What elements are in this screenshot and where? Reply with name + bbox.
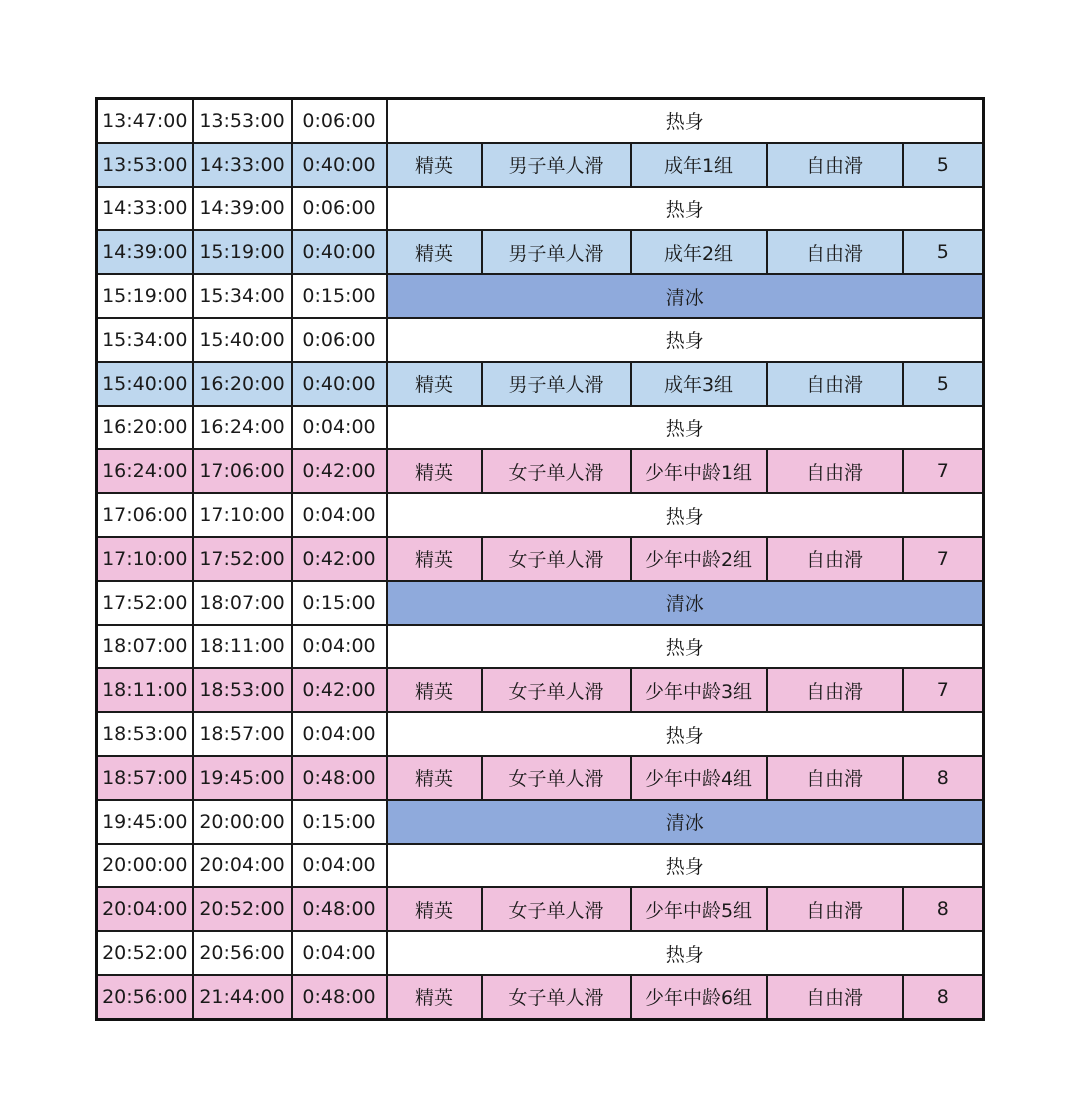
start-time-cell: 20:56:00 <box>97 975 193 1019</box>
ice-clean-label-cell: 清冰 <box>387 581 984 625</box>
end-time-cell: 14:33:00 <box>193 143 292 187</box>
duration-cell: 0:42:00 <box>292 449 387 493</box>
end-time-cell: 13:53:00 <box>193 99 292 143</box>
group-cell: 少年中龄1组 <box>631 449 767 493</box>
start-time-cell: 16:20:00 <box>97 406 193 450</box>
start-time-cell: 18:57:00 <box>97 756 193 800</box>
event-cell: 女子单人滑 <box>482 887 631 931</box>
duration-cell: 0:04:00 <box>292 844 387 888</box>
ice-clean-row <box>97 274 984 318</box>
group-cell: 成年3组 <box>631 362 767 406</box>
start-time-cell: 14:39:00 <box>97 230 193 274</box>
event-cell: 女子单人滑 <box>482 975 631 1019</box>
warmup-label-cell: 热身 <box>387 187 984 231</box>
segment-cell: 自由滑 <box>767 230 903 274</box>
end-time-cell: 17:52:00 <box>193 537 292 581</box>
event-row <box>97 537 984 581</box>
group-cell: 少年中龄2组 <box>631 537 767 581</box>
event-cell: 女子单人滑 <box>482 756 631 800</box>
warmup-row <box>97 406 984 450</box>
start-time-cell: 18:11:00 <box>97 668 193 712</box>
end-time-cell: 16:24:00 <box>193 406 292 450</box>
ice-clean-label-cell: 清冰 <box>387 800 984 844</box>
end-time-cell: 19:45:00 <box>193 756 292 800</box>
duration-cell: 0:15:00 <box>292 581 387 625</box>
end-time-cell: 20:52:00 <box>193 887 292 931</box>
start-time-cell: 15:34:00 <box>97 318 193 362</box>
end-time-cell: 20:04:00 <box>193 844 292 888</box>
warmup-row <box>97 712 984 756</box>
event-row <box>97 449 984 493</box>
event-cell: 男子单人滑 <box>482 230 631 274</box>
event-row <box>97 756 984 800</box>
start-time-cell: 17:06:00 <box>97 493 193 537</box>
duration-cell: 0:40:00 <box>292 143 387 187</box>
start-time-cell: 17:10:00 <box>97 537 193 581</box>
end-time-cell: 15:19:00 <box>193 230 292 274</box>
warmup-label-cell: 热身 <box>387 99 984 143</box>
level-cell: 精英 <box>387 537 482 581</box>
warmup-label-cell: 热身 <box>387 493 984 537</box>
segment-cell: 自由滑 <box>767 362 903 406</box>
level-cell: 精英 <box>387 143 482 187</box>
segment-cell: 自由滑 <box>767 668 903 712</box>
event-row <box>97 362 984 406</box>
end-time-cell: 17:10:00 <box>193 493 292 537</box>
ice-clean-row <box>97 581 984 625</box>
duration-cell: 0:40:00 <box>292 362 387 406</box>
warmup-row <box>97 99 984 143</box>
level-cell: 精英 <box>387 230 482 274</box>
segment-cell: 自由滑 <box>767 756 903 800</box>
skater-count-cell: 7 <box>903 449 984 493</box>
duration-cell: 0:48:00 <box>292 975 387 1019</box>
group-cell: 成年1组 <box>631 143 767 187</box>
warmup-row <box>97 625 984 669</box>
duration-cell: 0:04:00 <box>292 931 387 975</box>
competition-schedule-table <box>95 97 985 1021</box>
start-time-cell: 13:47:00 <box>97 99 193 143</box>
level-cell: 精英 <box>387 756 482 800</box>
end-time-cell: 14:39:00 <box>193 187 292 231</box>
warmup-label-cell: 热身 <box>387 625 984 669</box>
group-cell: 少年中龄3组 <box>631 668 767 712</box>
duration-cell: 0:06:00 <box>292 99 387 143</box>
warmup-row <box>97 187 984 231</box>
start-time-cell: 15:19:00 <box>97 274 193 318</box>
duration-cell: 0:42:00 <box>292 668 387 712</box>
end-time-cell: 18:53:00 <box>193 668 292 712</box>
start-time-cell: 18:53:00 <box>97 712 193 756</box>
duration-cell: 0:06:00 <box>292 187 387 231</box>
start-time-cell: 15:40:00 <box>97 362 193 406</box>
duration-cell: 0:04:00 <box>292 625 387 669</box>
segment-cell: 自由滑 <box>767 975 903 1019</box>
warmup-label-cell: 热身 <box>387 844 984 888</box>
ice-clean-row <box>97 800 984 844</box>
event-row <box>97 887 984 931</box>
end-time-cell: 15:34:00 <box>193 274 292 318</box>
start-time-cell: 16:24:00 <box>97 449 193 493</box>
end-time-cell: 15:40:00 <box>193 318 292 362</box>
group-cell: 少年中龄6组 <box>631 975 767 1019</box>
skater-count-cell: 5 <box>903 230 984 274</box>
level-cell: 精英 <box>387 668 482 712</box>
warmup-row <box>97 493 984 537</box>
event-cell: 女子单人滑 <box>482 449 631 493</box>
warmup-label-cell: 热身 <box>387 318 984 362</box>
warmup-row <box>97 844 984 888</box>
warmup-row <box>97 931 984 975</box>
duration-cell: 0:06:00 <box>292 318 387 362</box>
skater-count-cell: 8 <box>903 975 984 1019</box>
warmup-row <box>97 318 984 362</box>
start-time-cell: 14:33:00 <box>97 187 193 231</box>
start-time-cell: 20:00:00 <box>97 844 193 888</box>
start-time-cell: 17:52:00 <box>97 581 193 625</box>
end-time-cell: 21:44:00 <box>193 975 292 1019</box>
skater-count-cell: 7 <box>903 537 984 581</box>
end-time-cell: 18:07:00 <box>193 581 292 625</box>
level-cell: 精英 <box>387 887 482 931</box>
schedule-body <box>97 99 984 1020</box>
event-row <box>97 230 984 274</box>
event-row <box>97 975 984 1019</box>
start-time-cell: 18:07:00 <box>97 625 193 669</box>
duration-cell: 0:04:00 <box>292 712 387 756</box>
start-time-cell: 20:04:00 <box>97 887 193 931</box>
group-cell: 成年2组 <box>631 230 767 274</box>
warmup-label-cell: 热身 <box>387 931 984 975</box>
duration-cell: 0:42:00 <box>292 537 387 581</box>
end-time-cell: 16:20:00 <box>193 362 292 406</box>
end-time-cell: 18:11:00 <box>193 625 292 669</box>
skater-count-cell: 5 <box>903 362 984 406</box>
duration-cell: 0:04:00 <box>292 406 387 450</box>
event-cell: 女子单人滑 <box>482 668 631 712</box>
skater-count-cell: 5 <box>903 143 984 187</box>
duration-cell: 0:40:00 <box>292 230 387 274</box>
duration-cell: 0:48:00 <box>292 887 387 931</box>
segment-cell: 自由滑 <box>767 143 903 187</box>
warmup-label-cell: 热身 <box>387 712 984 756</box>
level-cell: 精英 <box>387 362 482 406</box>
segment-cell: 自由滑 <box>767 537 903 581</box>
duration-cell: 0:15:00 <box>292 274 387 318</box>
event-cell: 女子单人滑 <box>482 537 631 581</box>
start-time-cell: 20:52:00 <box>97 931 193 975</box>
start-time-cell: 13:53:00 <box>97 143 193 187</box>
event-row <box>97 143 984 187</box>
end-time-cell: 17:06:00 <box>193 449 292 493</box>
end-time-cell: 20:00:00 <box>193 800 292 844</box>
skater-count-cell: 8 <box>903 887 984 931</box>
end-time-cell: 18:57:00 <box>193 712 292 756</box>
skater-count-cell: 8 <box>903 756 984 800</box>
segment-cell: 自由滑 <box>767 449 903 493</box>
event-cell: 男子单人滑 <box>482 143 631 187</box>
duration-cell: 0:15:00 <box>292 800 387 844</box>
group-cell: 少年中龄4组 <box>631 756 767 800</box>
duration-cell: 0:48:00 <box>292 756 387 800</box>
start-time-cell: 19:45:00 <box>97 800 193 844</box>
ice-clean-label-cell: 清冰 <box>387 274 984 318</box>
event-row <box>97 668 984 712</box>
level-cell: 精英 <box>387 975 482 1019</box>
end-time-cell: 20:56:00 <box>193 931 292 975</box>
warmup-label-cell: 热身 <box>387 406 984 450</box>
event-cell: 男子单人滑 <box>482 362 631 406</box>
group-cell: 少年中龄5组 <box>631 887 767 931</box>
segment-cell: 自由滑 <box>767 887 903 931</box>
level-cell: 精英 <box>387 449 482 493</box>
duration-cell: 0:04:00 <box>292 493 387 537</box>
skater-count-cell: 7 <box>903 668 984 712</box>
